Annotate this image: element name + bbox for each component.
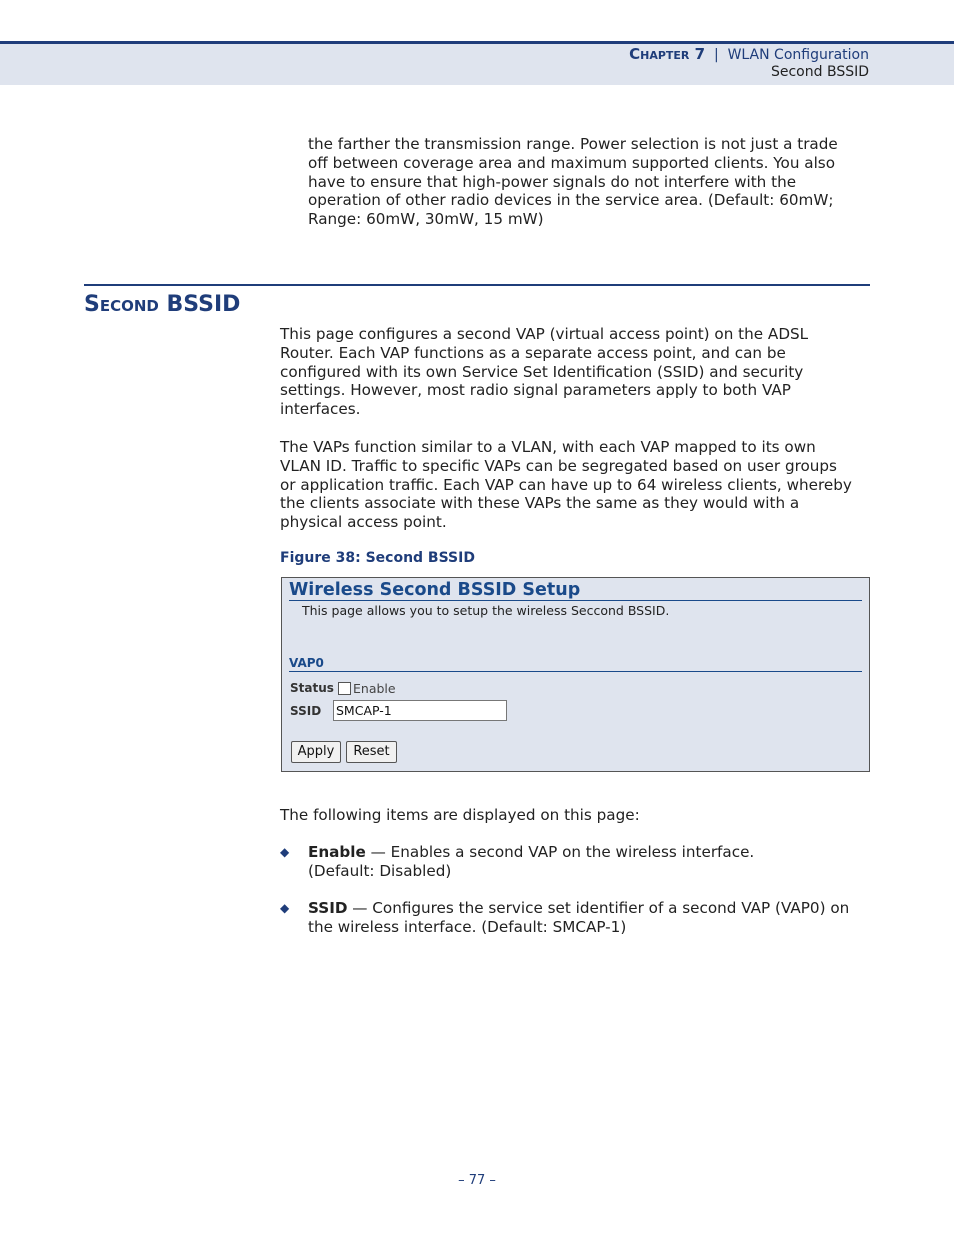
list-item [308,899,873,937]
text-line: This page configures a second VAP (virtual access point) on the ADSL [280,325,809,343]
status-label: Status [290,681,334,695]
text-line: Router. Each VAP functions as a separate access point, and can be [280,343,786,362]
list-item [308,843,873,881]
chapter-title: WLAN Configuration [727,47,869,63]
item-desc-line: the wireless interface. (Default: SMCAP-1) [308,917,627,936]
vap-label: VAP0 [289,656,324,670]
text-line: operation of other radio devices in the service area. (Default: 60mW; [308,191,834,210]
figure-screenshot [281,577,870,772]
enable-label: Enable [353,681,396,696]
item-desc-line: (Default: Disabled) [308,861,452,880]
text-line: interfaces. [280,400,361,419]
body-paragraph-2 [280,438,852,532]
item-desc-line: — Enables a second VAP on the wireless interface. [370,843,755,861]
text-line: configured with its own Service Set Identification (SSID) and security [280,362,804,381]
following-text: The following items are displayed on this page: [280,806,640,824]
diamond-bullet-icon: ◆ [280,901,290,915]
figure-caption: Figure 38: Second BSSID [280,550,475,566]
ssid-label: SSID [290,704,322,718]
section-name: Second BSSID [770,64,869,80]
enable-checkbox[interactable] [338,682,351,695]
text-line: Range: 60mW, 30mW, 15 mW) [308,210,544,229]
section-rule [84,284,870,286]
running-header [629,46,869,81]
header-separator: | [713,47,719,63]
item-desc-line: — Configures the service set identifier of a second VAP (VAP0) on [352,899,850,917]
figure-title: Wireless Second BSSID Setup [289,580,581,600]
ssid-input[interactable]: SMCAP-1 [333,700,507,721]
apply-button[interactable]: Apply [291,741,341,763]
intro-paragraph [308,135,838,229]
figure-title-rule [289,600,862,601]
text-line: VLAN ID. Traffic to specific VAPs can be segregated based on user groups [280,456,837,475]
diamond-bullet-icon: ◆ [280,845,290,859]
text-line: have to ensure that high-power signals do not interfere with the [308,172,797,191]
text-line: or application traffic. Each VAP can have up to 64 wireless clients, whereby [280,475,852,494]
page-number: – 77 – [458,1173,496,1188]
text-line: off between coverage area and maximum supported clients. You also [308,153,836,172]
text-line: settings. However, most radio signal parameters apply to both VAP [280,381,791,400]
figure-description: This page allows you to setup the wireless Seccond BSSID. [302,603,670,618]
item-term: SSID [308,899,348,917]
item-term: Enable [308,843,366,861]
vap-rule [289,671,862,672]
text-line: the farther the transmission range. Power selection is not just a trade [308,135,838,153]
text-line: physical access point. [280,513,447,532]
reset-button[interactable]: Reset [346,741,397,763]
body-paragraph-1 [280,325,808,419]
chapter-label: Chapter 7 [629,45,706,63]
text-line: The VAPs function similar to a VLAN, with each VAP mapped to its own [280,438,816,456]
section-title: Second BSSID [84,292,241,317]
text-line: the clients associate with these VAPs the same as they would with a [280,494,800,513]
